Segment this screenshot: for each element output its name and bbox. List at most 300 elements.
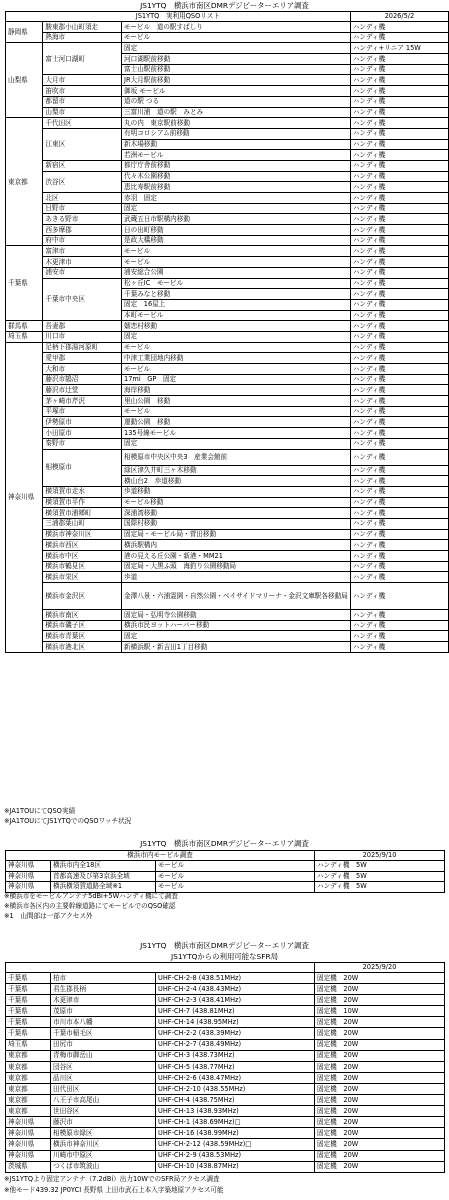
qso-list-row xyxy=(6,278,449,289)
sfr-table xyxy=(5,962,445,1173)
city-cell: 府中市 xyxy=(43,235,122,246)
equipment-cell: ハンディ機 xyxy=(350,428,448,439)
city-cell: 君生郡長柄 xyxy=(51,984,156,995)
equipment-cell: ハンディ機 xyxy=(350,342,448,353)
location-cell: UHF-CH-2-3 (438.41MHz) xyxy=(156,995,315,1006)
city-cell: 横浜市神奈川区 xyxy=(43,529,122,540)
qso-list-row xyxy=(6,631,449,642)
location-cell: UHF-CH-4 (438.75MHz) xyxy=(156,1095,315,1106)
equipment-cell: ハンディ機 xyxy=(350,32,448,43)
sfr-row xyxy=(6,1150,445,1161)
city-cell: 横浜市栄区 xyxy=(43,572,122,583)
mobile-survey-date: 2025/9/10 xyxy=(315,851,445,861)
prefecture-cell: 千葉県 xyxy=(6,1017,51,1028)
city-cell: 柏市 xyxy=(51,973,156,984)
location-cell: UHF-CH-1 (438.69MHz)□ xyxy=(156,1117,315,1128)
section1-note-2: ※JA1TOUにてJS1YTQでのQSOワッチ状況 xyxy=(4,817,132,825)
location-cell: モービル xyxy=(156,882,315,893)
equipment-cell: ハンディ機 xyxy=(350,497,448,508)
qso-list-row xyxy=(6,32,449,43)
location-cell: 丸の内 東京駅前移動 xyxy=(122,118,351,129)
sfr-row xyxy=(6,1050,445,1061)
equipment-cell: ハンディ機 xyxy=(350,449,448,465)
city-cell: 愛甲郡 xyxy=(43,353,122,364)
sfr-row xyxy=(6,984,445,995)
sfr-row xyxy=(6,1161,445,1172)
location-cell: UHF-CH-2-4 (438.43MHz) xyxy=(156,984,315,995)
equipment-cell: ハンディ機 xyxy=(350,321,448,332)
location-cell: UHF-CH-2-12 (438.59MHz)□ xyxy=(156,1139,315,1150)
location-cell: モービル xyxy=(156,861,315,872)
location-cell: 相模原市中央区中央3 産業会館前 xyxy=(122,449,351,465)
qso-list-row xyxy=(6,406,449,417)
qso-list-row xyxy=(6,214,449,225)
city-cell: 横浜市内全18区 xyxy=(51,861,156,872)
prefecture-cell: 千葉県 xyxy=(6,973,51,984)
qso-list-row xyxy=(6,22,449,33)
city-cell: 茅ヶ崎市芹沢 xyxy=(43,396,122,407)
location-cell: 港の見える丘公園・新港・MM21 xyxy=(122,551,351,562)
section3-note-1: ※JS1YTQより固定アンテナ（7.2dBi）出力10WでのSFR局アクセス調査 xyxy=(4,1175,220,1183)
city-cell: 大月市 xyxy=(43,75,122,86)
prefecture-cell: 東京都 xyxy=(6,1061,51,1072)
equipment-cell: ハンディ機 xyxy=(350,246,448,257)
qso-list-subheader: JS1YTQ 実利用QSOリスト xyxy=(6,12,351,22)
equipment-cell: 固定機 20W xyxy=(315,1150,445,1161)
city-cell: 横浜市神奈川区 xyxy=(51,1139,156,1150)
location-cell: 浦安総合公園 xyxy=(122,267,351,278)
city-cell: あきる野市 xyxy=(43,214,122,225)
city-cell: 伊勢原市 xyxy=(43,417,122,428)
location-cell: 横山台2 歩道移動 xyxy=(122,476,351,487)
sfr-row xyxy=(6,1128,445,1139)
city-cell: 世田谷区 xyxy=(51,1106,156,1117)
city-cell: 横浜横須賀道路全域※1 xyxy=(51,882,156,893)
qso-list-row xyxy=(6,193,449,204)
prefecture-cell: 神奈川県 xyxy=(6,882,51,893)
prefecture-cell: 神奈川県 xyxy=(6,861,51,872)
location-cell: 固定 16屋上 xyxy=(122,299,351,310)
sfr-row xyxy=(6,1072,445,1083)
city-cell: 市川市本八幡 xyxy=(51,1017,156,1028)
location-cell: 固定 xyxy=(122,43,351,54)
city-cell: 横須賀市走水 xyxy=(43,486,122,497)
equipment-cell: ハンディ機 5W xyxy=(315,871,445,882)
sfr-row xyxy=(6,1083,445,1094)
city-cell: 茂原市 xyxy=(51,1006,156,1017)
location-cell: 河口湖駅前移動 xyxy=(122,54,351,65)
city-cell: 千葉市稲毛区 xyxy=(51,1028,156,1039)
city-cell: 相模原市 xyxy=(43,449,122,486)
equipment-cell: ハンディ機 xyxy=(350,150,448,161)
city-cell: つくば市筑波山 xyxy=(51,1161,156,1172)
location-cell: 固定 xyxy=(122,203,351,214)
location-cell: 松ヶ丘IC モービル xyxy=(122,278,351,289)
mobile-survey-header xyxy=(6,851,445,861)
location-cell: 135号線モービル xyxy=(122,428,351,439)
city-cell: 八王子市高尾山 xyxy=(51,1095,156,1106)
city-cell: 吾妻郡 xyxy=(43,321,122,332)
equipment-cell: ハンディ機 xyxy=(350,561,448,572)
location-cell: 嬬恋村移動 xyxy=(122,321,351,332)
location-cell: 国際村移動 xyxy=(122,518,351,529)
qso-list-row xyxy=(6,610,449,621)
city-cell: 千代田区 xyxy=(43,118,122,129)
location-cell: 三富川浦 道の駅 みとみ xyxy=(122,107,351,118)
equipment-cell: ハンディ機 xyxy=(350,583,448,610)
sfr-subheader-label: JS1YTQからの利用可能なSFR局 xyxy=(170,952,278,961)
equipment-cell: ハンディ機 xyxy=(350,518,448,529)
location-cell: 運動公園 移動 xyxy=(122,417,351,428)
qso-list-row xyxy=(6,620,449,631)
sfr-row xyxy=(6,1039,445,1050)
prefecture-cell: 東京都 xyxy=(6,118,43,246)
location-cell: モービル xyxy=(122,246,351,257)
equipment-cell: ハンディ機 xyxy=(350,331,448,342)
location-cell: 武蔵五日市駅構内移動 xyxy=(122,214,351,225)
city-cell: 川崎市中原区 xyxy=(51,1150,156,1161)
mobile-survey-table xyxy=(5,850,445,893)
equipment-cell: ハンディ機 xyxy=(350,417,448,428)
qso-list-row xyxy=(6,267,449,278)
city-cell: 小田原市 xyxy=(43,428,122,439)
location-cell: モービル xyxy=(156,871,315,882)
prefecture-cell: 東京都 xyxy=(6,1106,51,1117)
qso-list-row xyxy=(6,353,449,364)
city-cell: 日野市 xyxy=(43,203,122,214)
sfr-header xyxy=(6,963,445,973)
location-cell: UHF-CH-2-7 (438.49MHz) xyxy=(156,1039,315,1050)
qso-list-row xyxy=(6,396,449,407)
equipment-cell: ハンディ機 xyxy=(350,214,448,225)
qso-list-row xyxy=(6,342,449,353)
qso-list-row xyxy=(6,561,449,572)
equipment-cell: ハンディ機 xyxy=(350,476,448,487)
equipment-cell: ハンディ機 xyxy=(350,631,448,642)
city-cell: 藤沢市辻堂 xyxy=(43,385,122,396)
equipment-cell: ハンディ機 xyxy=(350,267,448,278)
section1-note-1: ※JA1TOUにてQSO実績 xyxy=(4,807,76,815)
sfr-row xyxy=(6,1006,445,1017)
sfr-row xyxy=(6,1139,445,1150)
section2-note-3: ※1 山間部は一部アクセス外 xyxy=(4,912,93,920)
qso-list-row xyxy=(6,449,449,465)
city-cell: 田尻市 xyxy=(51,1039,156,1050)
equipment-cell: ハンディ機 xyxy=(350,139,448,150)
equipment-cell: ハンディ機 xyxy=(350,620,448,631)
city-cell: 横須賀市浦郷町 xyxy=(43,508,122,519)
location-cell: UHF-CH-10 (438.87MHz) xyxy=(156,1161,315,1172)
location-cell: 新木場移動 xyxy=(122,139,351,150)
equipment-cell: 固定機 20W xyxy=(315,995,445,1006)
location-cell: 横浜駅構内 xyxy=(122,540,351,551)
sfr-row xyxy=(6,1017,445,1028)
city-cell: 木更津市 xyxy=(51,995,156,1006)
location-cell: 本町モービル xyxy=(122,310,351,321)
qso-list-table xyxy=(5,11,449,653)
sfr-row xyxy=(6,1061,445,1072)
prefecture-cell: 茨城県 xyxy=(6,1161,51,1172)
city-cell: 横浜市西区 xyxy=(43,540,122,551)
prefecture-cell: 埼玉県 xyxy=(6,331,43,342)
city-cell: 川口市 xyxy=(43,331,122,342)
equipment-cell: 固定機 20W xyxy=(315,1072,445,1083)
qso-list-row xyxy=(6,321,449,332)
qso-list-row xyxy=(6,43,449,54)
location-cell: 中津工業団地内移動 xyxy=(122,353,351,364)
city-cell: 横須賀市平作 xyxy=(43,497,122,508)
location-cell: JR大月駅前移動 xyxy=(122,75,351,86)
equipment-cell: ハンディ機 xyxy=(350,54,448,65)
qso-list-row xyxy=(6,385,449,396)
qso-list-date: 2026/5/2 xyxy=(350,12,448,22)
qso-list-row xyxy=(6,642,449,653)
city-cell: 団谷区 xyxy=(51,1061,156,1072)
location-cell: 都庁庁舎前移動 xyxy=(122,160,351,171)
location-cell: UHF-CH-5 (438.77MHz) xyxy=(156,1061,315,1072)
prefecture-cell: 群馬県 xyxy=(6,321,43,332)
city-cell: 千葉市中央区 xyxy=(43,278,122,321)
qso-list-row xyxy=(6,331,449,342)
equipment-cell: 固定機 20W xyxy=(315,1028,445,1039)
equipment-cell: ハンディ機 xyxy=(350,486,448,497)
location-cell: モービル xyxy=(122,342,351,353)
equipment-cell: ハンディ機 xyxy=(350,374,448,385)
equipment-cell: ハンディ機 xyxy=(350,385,448,396)
location-cell: UHF-CH-3 (438.73MHz) xyxy=(156,1050,315,1061)
qso-list-row xyxy=(6,551,449,562)
equipment-cell: 固定機 20W xyxy=(315,1017,445,1028)
prefecture-cell: 東京都 xyxy=(6,1095,51,1106)
equipment-cell: 固定機 20W xyxy=(315,1061,445,1072)
city-cell: 首都高速及び第3京浜全域 xyxy=(51,871,156,882)
city-cell: 横浜市中区 xyxy=(43,551,122,562)
city-cell: 藤沢市 xyxy=(51,1117,156,1128)
equipment-cell: 固定機 20W xyxy=(315,1083,445,1094)
equipment-cell: 固定機 20W xyxy=(315,973,445,984)
equipment-cell: ハンディ機 xyxy=(350,225,448,236)
equipment-cell: ハンディ機 xyxy=(350,572,448,583)
location-cell: 固定局・大黒ふ頭 海釣り公園移動局 xyxy=(122,561,351,572)
qso-list-row xyxy=(6,438,449,449)
city-cell: 駿東郡小山町須走 xyxy=(43,22,122,33)
prefecture-cell: 神奈川県 xyxy=(6,1117,51,1128)
city-cell: 秦野市 xyxy=(43,438,122,449)
prefecture-cell: 千葉県 xyxy=(6,984,51,995)
location-cell: UHF-CH-2-8 (438.51MHz) xyxy=(156,973,315,984)
location-cell: UHF-CH-13 (438.93MHz) xyxy=(156,1106,315,1117)
location-cell: 固定局・モービル局・菅田移動 xyxy=(122,529,351,540)
city-cell: 品川区 xyxy=(51,1072,156,1083)
qso-list-row xyxy=(6,529,449,540)
city-cell: 平塚市 xyxy=(43,406,122,417)
qso-list-header xyxy=(6,12,449,22)
qso-list-row xyxy=(6,518,449,529)
section1-title: JS1YTQ 横浜市南区DMRデジピーターエリア調査 xyxy=(140,1,309,10)
prefecture-cell: 神奈川県 xyxy=(6,871,51,882)
equipment-cell: ハンディ機 xyxy=(350,64,448,75)
section3-note-2: ※他モード439.32 JP0YCI 長野県 上田市武石上本入字築地原アクセス可能 xyxy=(4,1186,224,1194)
location-cell: 新横浜駅・新吉田1丁目移動 xyxy=(122,642,351,653)
sfr-row xyxy=(6,1028,445,1039)
equipment-cell: ハンディ機 xyxy=(350,86,448,97)
location-cell: UHF-CH-2-9 (438.53MHz) xyxy=(156,1150,315,1161)
equipment-cell: ハンディ機 xyxy=(350,171,448,182)
location-cell: 固定局・弘明寺公園移動 xyxy=(122,610,351,621)
location-cell: モービル xyxy=(122,257,351,268)
location-cell: UHF-CH-7 (438.81MHz) xyxy=(156,1006,315,1017)
qso-list-row xyxy=(6,417,449,428)
equipment-cell: ハンディ機 xyxy=(350,508,448,519)
prefecture-cell: 東京都 xyxy=(6,1072,51,1083)
location-cell: 固定 xyxy=(122,438,351,449)
equipment-cell: ハンディ機 xyxy=(350,465,448,476)
qso-list-row xyxy=(6,235,449,246)
city-cell: 渋谷区 xyxy=(43,171,122,192)
equipment-cell: ハンディ機 xyxy=(350,257,448,268)
prefecture-cell: 千葉県 xyxy=(6,246,43,321)
qso-list-row xyxy=(6,160,449,171)
qso-list-row xyxy=(6,497,449,508)
city-cell: 大和市 xyxy=(43,364,122,375)
section3-title: JS1YTQ 横浜市南区DMRデジピーターエリア調査 xyxy=(140,941,309,950)
qso-list-row xyxy=(6,246,449,257)
qso-list-row xyxy=(6,128,449,139)
city-cell: 笛吹市 xyxy=(43,86,122,97)
mobile-survey-row xyxy=(6,861,445,872)
location-cell: 里山公園 移動 xyxy=(122,396,351,407)
location-cell: モービル移動 xyxy=(122,497,351,508)
qso-list-row xyxy=(6,583,449,610)
equipment-cell: 固定機 20W xyxy=(315,984,445,995)
equipment-cell: 固定機 20W xyxy=(315,1161,445,1172)
location-cell: 千葉みなと移動 xyxy=(122,289,351,300)
location-cell: 歩道 xyxy=(122,572,351,583)
sfr-row xyxy=(6,1117,445,1128)
city-cell: 新宿区 xyxy=(43,160,122,171)
prefecture-cell: 神奈川県 xyxy=(6,1150,51,1161)
qso-list-row xyxy=(6,225,449,236)
equipment-cell: ハンディ機 xyxy=(350,278,448,289)
qso-list-row xyxy=(6,486,449,497)
location-cell: 赤羽 固定 xyxy=(122,193,351,204)
location-cell: 是政大橋移動 xyxy=(122,235,351,246)
city-cell: 木更津市 xyxy=(43,257,122,268)
city-cell: 熱海市 xyxy=(43,32,122,43)
section2-note-1: ※横浜市をモービルアンテナ5dBi+5Wハンディ機にて調査 xyxy=(4,892,178,900)
equipment-cell: ハンディ機 xyxy=(350,438,448,449)
equipment-cell: ハンディ機 xyxy=(350,610,448,621)
equipment-cell: ハンディ機 xyxy=(350,364,448,375)
city-cell: 横浜市金沢区 xyxy=(43,583,122,610)
location-cell: 御坂 モービル xyxy=(122,86,351,97)
location-cell: 海岸移動 xyxy=(122,385,351,396)
equipment-cell: 固定機 20W xyxy=(315,1095,445,1106)
equipment-cell: ハンディ機 xyxy=(350,128,448,139)
equipment-cell: ハンディ機 xyxy=(350,551,448,562)
location-cell: 歩道移動 xyxy=(122,486,351,497)
city-cell: 横浜市青葉区 xyxy=(43,631,122,642)
equipment-cell: ハンディ機 xyxy=(350,235,448,246)
qso-list-row xyxy=(6,374,449,385)
city-cell: 横浜市鶴見区 xyxy=(43,561,122,572)
location-cell: 富士山駅前移動 xyxy=(122,64,351,75)
location-cell: 横浜市民ヨットハーバー移動 xyxy=(122,620,351,631)
equipment-cell: ハンディ機 xyxy=(350,406,448,417)
equipment-cell: ハンディ機 5W xyxy=(315,861,445,872)
qso-list-row xyxy=(6,257,449,268)
location-cell: 緑区津久井町三ヶ木移動 xyxy=(122,465,351,476)
city-cell: 相模原市緑区 xyxy=(51,1128,156,1139)
equipment-cell: ハンディ機 xyxy=(350,107,448,118)
prefecture-cell: 東京都 xyxy=(6,1083,51,1094)
qso-list-row xyxy=(6,508,449,519)
qso-list-row xyxy=(6,428,449,439)
prefecture-cell: 山梨県 xyxy=(6,43,43,118)
location-cell: 金澤八景・六浦霊園・自然公園・ベイサイドマリーナ・金沢文庫駅各移動局 xyxy=(122,583,351,610)
equipment-cell: ハンディ機 xyxy=(350,22,448,33)
city-cell: 足柄下郡湯河原町 xyxy=(43,342,122,353)
sfr-row xyxy=(6,1106,445,1117)
city-cell: 西多摩郡 xyxy=(43,225,122,236)
mobile-survey-subheader: 横浜市内モービル調査 xyxy=(6,851,315,861)
equipment-cell: ハンディ機 xyxy=(350,118,448,129)
location-cell: 日の出町移動 xyxy=(122,225,351,236)
equipment-cell: ハンディ機 xyxy=(350,96,448,107)
equipment-cell: ハンディ機 xyxy=(350,310,448,321)
qso-list-row xyxy=(6,540,449,551)
equipment-cell: ハンディ機 xyxy=(350,203,448,214)
equipment-cell: ハンディ機 xyxy=(350,193,448,204)
prefecture-cell: 埼玉県 xyxy=(6,1039,51,1050)
location-cell: 有明コロシアム前移動 xyxy=(122,128,351,139)
prefecture-cell: 東京都 xyxy=(6,1050,51,1061)
location-cell: モービル xyxy=(122,32,351,43)
qso-list-row xyxy=(6,572,449,583)
sfr-row xyxy=(6,995,445,1006)
mobile-survey-row xyxy=(6,871,445,882)
location-cell: UHF-CH-14 (438.95MHz) xyxy=(156,1017,315,1028)
location-cell: 固定 xyxy=(122,631,351,642)
equipment-cell: ハンディ機 xyxy=(350,182,448,193)
location-cell: 固定 xyxy=(122,331,351,342)
prefecture-cell: 千葉県 xyxy=(6,995,51,1006)
qso-list-row xyxy=(6,171,449,182)
qso-list-row xyxy=(6,86,449,97)
equipment-cell: 固定機 20W xyxy=(315,1117,445,1128)
qso-list-row xyxy=(6,107,449,118)
city-cell: 北区 xyxy=(43,193,122,204)
equipment-cell: ハンディ機 xyxy=(350,529,448,540)
city-cell: 富士河口湖町 xyxy=(43,43,122,75)
location-cell: 深浦湾移動 xyxy=(122,508,351,519)
location-cell: UHF-CH-2-10 (438.55MHz) xyxy=(156,1083,315,1094)
sfr-date: 2025/9/20 xyxy=(315,963,445,973)
equipment-cell: 固定機 20W xyxy=(315,1050,445,1061)
prefecture-cell: 静岡県 xyxy=(6,22,43,43)
city-cell: 浦安市 xyxy=(43,267,122,278)
equipment-cell: ハンディ機 xyxy=(350,299,448,310)
equipment-cell: 固定機 20W xyxy=(315,1106,445,1117)
city-cell: 藤沢市鵠沼 xyxy=(43,374,122,385)
city-cell: 横浜市南区 xyxy=(43,610,122,621)
location-cell: 道の駅 つる xyxy=(122,96,351,107)
section2-note-2: ※横浜市各区内の主要幹線道路にてモービルでのQSO確認 xyxy=(4,902,176,910)
location-cell: モービル 道の駅すばしり xyxy=(122,22,351,33)
qso-list-row xyxy=(6,118,449,129)
sfr-row xyxy=(6,1095,445,1106)
equipment-cell: ハンディ機 xyxy=(350,160,448,171)
